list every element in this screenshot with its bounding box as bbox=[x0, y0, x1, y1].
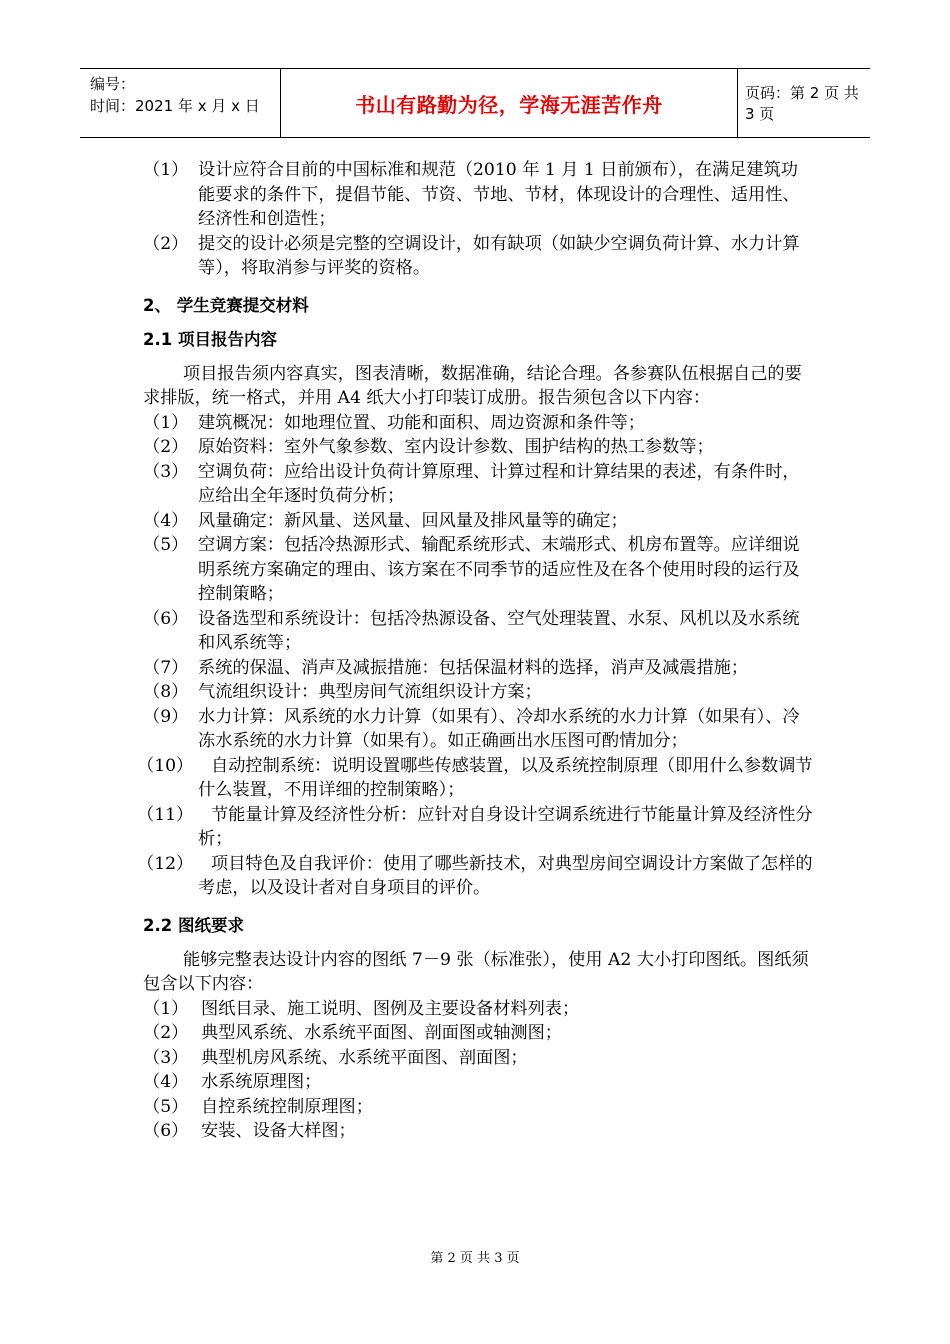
list-item bbox=[143, 1046, 813, 1071]
item-number: （6） bbox=[143, 1121, 189, 1141]
item-number: （5） bbox=[143, 535, 189, 555]
document-body bbox=[137, 158, 813, 1144]
item-number: （3） bbox=[143, 461, 189, 482]
item-number: （7） bbox=[143, 657, 189, 678]
item-number: （12） bbox=[137, 853, 194, 874]
item-text: 风量确定：新风量、送风量、回风量及排风量等的确定； bbox=[198, 510, 628, 531]
list-item bbox=[143, 533, 813, 607]
header-meta bbox=[80, 69, 280, 137]
list-item bbox=[143, 1119, 813, 1144]
paragraph: 能够完整表达设计内容的图纸 7－9 张（标准张），使用 A2 大小打印图纸。图纸须包含以下内容： bbox=[143, 949, 809, 994]
page-label: 页码：第 2 页 共 3 页 bbox=[745, 84, 859, 123]
item-text: 自控系统控制原理图； bbox=[201, 1096, 373, 1117]
item-number: （2） bbox=[143, 1023, 189, 1043]
item-number: （2） bbox=[143, 233, 189, 254]
item-text: 水力计算：风系统的水力计算（如果有）、冷却水系统的水力计算（如果有）、冷冻水系统的水力计算（如果有）。如正确画出水压图可酌情加分； bbox=[198, 706, 800, 751]
time-label: 时间：2021 年 x 月 x 日 bbox=[90, 97, 260, 115]
section-heading: 2、 学生竞赛提交材料 bbox=[143, 295, 309, 315]
number-label: 编号： bbox=[90, 75, 136, 93]
item-number: （3） bbox=[143, 1047, 189, 1068]
item-text: 空调负荷：应给出设计负荷计算原理、计算过程和计算结果的表述，有条件时，应给出全年逐时负荷分析； bbox=[198, 461, 800, 506]
item-text: 空调方案：包括冷热源形式、输配系统形式、末端形式、机房布置等。应详细说明系统方案确定的理由、该方案在不同季节的适应性及在各个使用时段的运行及控制策略； bbox=[198, 535, 800, 604]
item-number: （11） bbox=[137, 804, 194, 825]
header-motto-cell bbox=[280, 69, 738, 137]
section-heading: 2.1 项目报告内容 bbox=[143, 329, 277, 349]
section-heading: 2.2 图纸要求 bbox=[143, 915, 244, 935]
item-number: （10） bbox=[137, 755, 194, 776]
report-list bbox=[137, 411, 813, 901]
item-number: （4） bbox=[143, 510, 189, 531]
page-header bbox=[80, 68, 870, 138]
item-number: （9） bbox=[143, 706, 189, 727]
list-item bbox=[143, 1095, 813, 1120]
list-item bbox=[137, 803, 813, 852]
drawing-list bbox=[143, 997, 813, 1144]
item-text: 系统的保温、消声及减振措施：包括保温材料的选择，消声及减震措施； bbox=[198, 657, 749, 678]
list-item bbox=[143, 997, 813, 1022]
page-footer: 第 2 页 共 3 页 bbox=[430, 1251, 520, 1266]
item-text: 典型风系统、水系统平面图、剖面图或轴测图； bbox=[201, 1023, 562, 1043]
header-motto: 书山有路勤为径，学海无涯苦作舟 bbox=[355, 92, 663, 117]
item-text: 自动控制系统：说明设置哪些传感装置，以及系统控制原理（即用什么参数调节什么装置，不用详细的控制策略）； bbox=[198, 755, 813, 800]
item-text: 安装、设备大样图； bbox=[201, 1121, 356, 1141]
list-item bbox=[137, 754, 813, 803]
paragraph: 项目报告须内容真实，图表清晰，数据准确，结论合理。各参赛队伍根据自己的要求排版，统一格式，并用 A4 纸大小打印装订成册。报告须包含以下内容： bbox=[143, 363, 802, 408]
list-item bbox=[143, 435, 813, 460]
item-text: 气流组织设计：典型房间气流组织设计方案； bbox=[198, 682, 542, 702]
item-text: 水系统原理图； bbox=[201, 1072, 322, 1092]
item-number: （1） bbox=[143, 412, 189, 433]
item-text: 建筑概况：如地理位置、功能和面积、周边资源和条件等； bbox=[198, 412, 645, 433]
item-text: 项目特色及自我评价：使用了哪些新技术，对典型房间空调设计方案做了怎样的考虑，以及设计者对自身项目的评价。 bbox=[198, 853, 813, 898]
list-item bbox=[143, 607, 813, 656]
list-item bbox=[143, 680, 813, 705]
item-number: （1） bbox=[143, 160, 189, 180]
item-number: （1） bbox=[143, 998, 189, 1019]
item-text: 原始资料：室外气象参数、室内设计参数、围护结构的热工参数等； bbox=[198, 437, 714, 457]
list-item bbox=[137, 852, 813, 901]
item-text: 图纸目录、施工说明、图例及主要设备材料列表； bbox=[201, 998, 580, 1019]
item-text: 典型机房风系统、水系统平面图、剖面图； bbox=[201, 1047, 528, 1068]
item-text: 节能量计算及经济性分析：应针对自身设计空调系统进行节能量计算及经济性分析； bbox=[198, 804, 813, 849]
item-number: （4） bbox=[143, 1072, 189, 1092]
item-number: （5） bbox=[143, 1096, 189, 1117]
item-number: （2） bbox=[143, 437, 189, 457]
list-item bbox=[143, 705, 813, 754]
list-item bbox=[143, 460, 813, 509]
list-item bbox=[143, 656, 813, 681]
list-item bbox=[143, 232, 813, 281]
list-item bbox=[143, 1070, 813, 1095]
list-item bbox=[143, 158, 813, 232]
list-item bbox=[143, 411, 813, 436]
item-text: 设备选型和系统设计：包括冷热源设备、空气处理装置、水泵、风机以及水系统和风系统等； bbox=[198, 608, 800, 653]
list-item bbox=[143, 509, 813, 534]
item-number: （8） bbox=[143, 682, 189, 702]
item-number: （6） bbox=[143, 608, 189, 629]
item-text: 设计应符合目前的中国标准和规范（2010 年 1 月 1 日前颁布），在满足建筑功能要求的条件下，提倡节能、节资、节地、节材，体现设计的合理性、适用性、经济性和创造性； bbox=[198, 160, 800, 229]
list-item bbox=[143, 1021, 813, 1046]
item-text: 提交的设计必须是完整的空调设计，如有缺项（如缺少空调负荷计算、水力计算等），将取消参与评奖的资格。 bbox=[198, 233, 800, 278]
intro-list bbox=[143, 158, 813, 281]
